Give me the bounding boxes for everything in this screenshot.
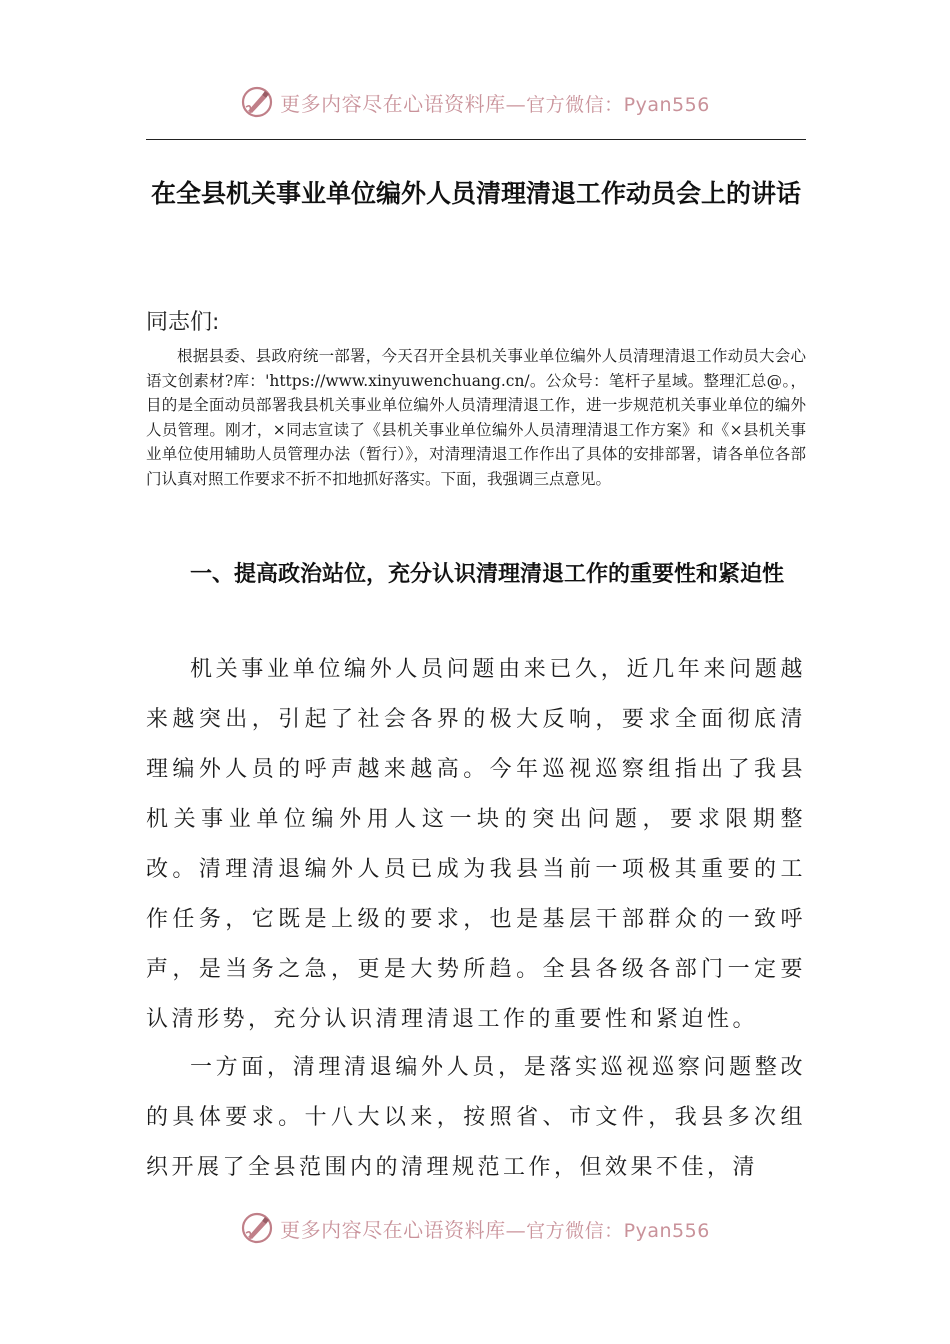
intro-paragraph: 根据县委、县政府统一部署，今天召开全县机关事业单位编外人员清理清退工作动员大会心语文创素材?库：'https://www.xinyuwenchuang.cn/。公众号：笔杆子星域。整理汇总@。，目的是全面动员部署我县机关事业单位编外人员清理清退工作，进一步规范机关事业单位的编外人员管理。刚才，×同志宣读了《县机关事业单位编外人员清理清退工作方案》和《×县机关事业单位使用辅助人员管理办法（暂行）》，对清理清退工作作出了具体的安排部署，请各单位各部门认真对照工作要求不折不扣地抓好落实。下面，我强调三点意见。 [146, 347, 806, 488]
header-divider [146, 139, 806, 140]
salutation: 同志们: [146, 310, 220, 335]
footer-watermark [0, 1208, 950, 1248]
watermark-wechat: 官方微信：Pyan556 [526, 1219, 710, 1242]
watermark-separator: — [505, 1217, 527, 1242]
watermark-text: 更多内容尽在心语资料库 [280, 91, 506, 116]
pen-logo-icon [240, 85, 274, 119]
body-paragraph-1: 机关事业单位编外人员问题由来已久，近几年来问题越来越突出，引起了社会各界的极大反响，要求全面彻底清理编外人员的呼声越来越高。今年巡视巡察组指出了我县机关事业单位编外用人这一块的突出问题，要求限期整改。清理清退编外人员已成为我县当前一项极其重要的工作任务，它既是上级的要求，也是基层干部群众的一致呼声，是当务之急，更是大势所趋。全县各级各部门一定要认清形势，充分认识清理清退工作的重要性和紧迫性。 [146, 657, 806, 1032]
document-title: 在全县机关事业单位编外人员清理清退工作动员会上的讲话 [150, 179, 801, 208]
section-heading-1: 一、提高政治站位，充分认识清理清退工作的重要性和紧迫性 [190, 562, 785, 587]
watermark-separator: — [505, 91, 527, 116]
header-watermark [0, 82, 950, 122]
pen-logo-icon [240, 1211, 274, 1245]
body-paragraph-2: 一方面，清理清退编外人员，是落实巡视巡察问题整改的具体要求。十八大以来，按照省、市文件，我县多次组织开展了全县范围内的清理规范工作，但效果不佳，清 [146, 1055, 806, 1180]
watermark-wechat: 官方微信：Pyan556 [526, 93, 710, 116]
watermark-text: 更多内容尽在心语资料库 [280, 1217, 506, 1242]
